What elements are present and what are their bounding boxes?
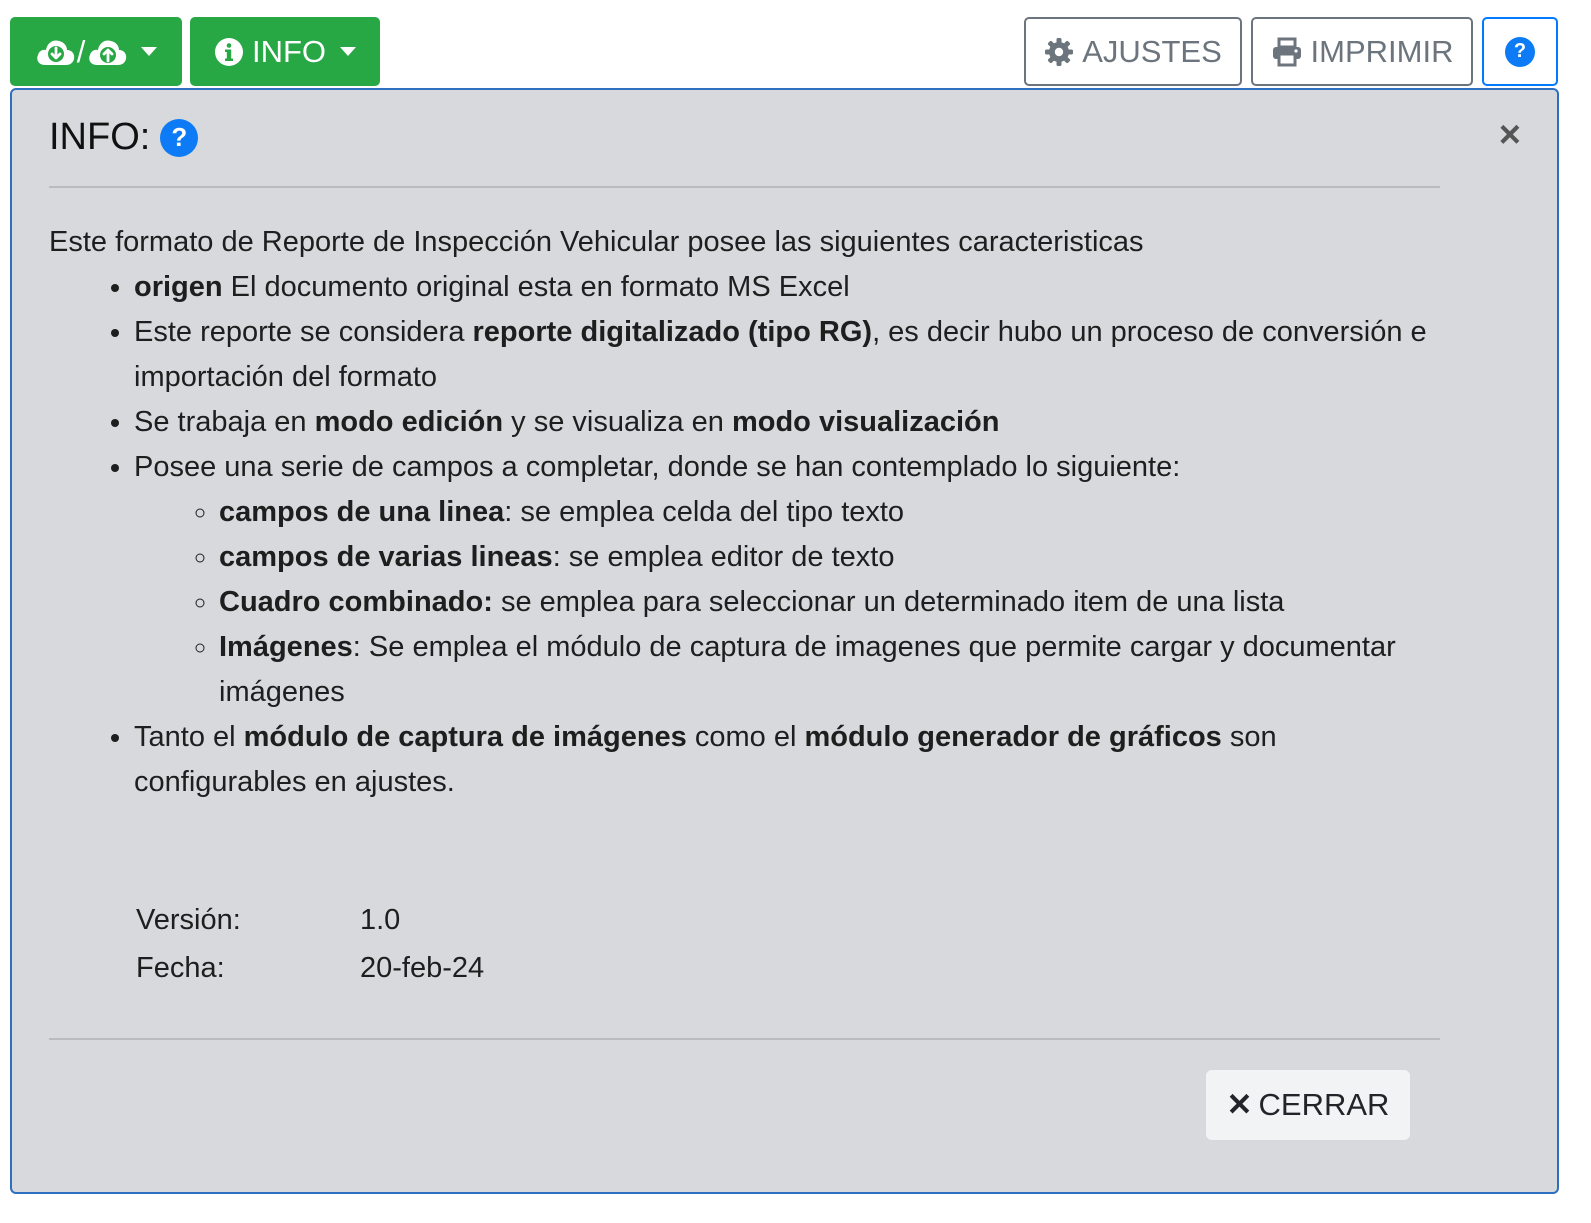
settings-button-label: AJUSTES [1082,33,1222,69]
item-text: se emplea para seleccionar un determinado item de una lista [492,586,1285,618]
bold-text: origen [134,271,223,303]
settings-button[interactable] [1024,17,1242,86]
info-modal [10,88,1559,1194]
bold-text: Imágenes [219,631,353,663]
item-text: El documento original esta en formato MS Excel [222,271,850,303]
modal-title-text: INFO: [49,116,151,158]
date-value: 20-feb-24 [360,952,485,984]
close-icon[interactable]: × [1498,114,1521,156]
info-button-label: INFO [251,33,327,69]
bold-text: modo visualización [731,406,1000,438]
list-item [134,265,1449,310]
date-label: Fecha: [136,952,225,984]
footer-divider [49,1038,1440,1040]
item-text: : Se emplea el módulo de captura de imagenes que permite cargar y documentar imágenes [219,631,1396,708]
version-value: 1.0 [360,904,401,936]
close-icon: ✕ [1226,1087,1253,1122]
version-info [136,904,484,1000]
list-item [134,445,1449,715]
question-circle-icon[interactable]: ? [160,119,198,157]
version-row [136,904,484,952]
item-text: Posee una serie de campos a completar, donde se han contemplado lo siguiente: [134,451,1181,483]
gear-icon [1044,37,1074,67]
help-button[interactable] [1482,17,1558,86]
list-item [134,310,1449,400]
download-upload-dropdown-button[interactable] [10,17,182,86]
print-button[interactable] [1251,17,1473,86]
feature-list [49,265,1449,805]
print-button-label: IMPRIMIR [1310,33,1454,69]
item-text: , es decir hubo un proceso de conversión e importación del formato [134,316,1427,393]
item-text: Se trabaja en [134,406,315,438]
modal-title [49,116,198,159]
item-text: como el [686,721,805,753]
bold-text: campos de varias lineas [219,541,553,573]
list-item [134,400,1449,445]
list-item [134,715,1449,805]
bold-text: modo edición [314,406,504,438]
printer-icon [1271,37,1303,67]
bold-text: módulo generador de gráficos [804,721,1222,753]
item-text: Este reporte se considera [134,316,473,348]
sublist-item [219,535,1449,580]
item-text: y se visualiza en [503,406,732,438]
info-dropdown-button[interactable] [190,17,380,86]
sublist-item [219,625,1449,715]
modal-body [49,220,1449,805]
close-button[interactable] [1206,1070,1410,1140]
date-row [136,952,484,1000]
chevron-down-icon [340,47,356,56]
item-text: : se emplea celda del tipo texto [504,496,905,528]
cloud-upload-icon [87,37,127,67]
cloud-download-icon [35,37,75,67]
bold-text: campos de una linea [219,496,505,528]
version-label: Versión: [136,904,241,936]
sublist-item [219,490,1449,535]
chevron-down-icon [141,47,157,56]
question-circle-icon: ? [1505,37,1535,67]
item-text: Tanto el [134,721,244,753]
bold-text: reporte digitalizado (tipo RG) [472,316,873,348]
bold-text: Cuadro combinado: [219,586,493,618]
bold-text: módulo de captura de imágenes [243,721,687,753]
item-text: son configurables en ajustes. [134,721,1277,798]
close-button-label: CERRAR [1258,1087,1390,1122]
download-upload-separator: / [76,33,86,69]
info-circle-icon [214,37,244,67]
header-divider [49,186,1440,188]
intro-text: Este formato de Reporte de Inspección Vehicular posee las siguientes caracteristicas [49,226,1144,258]
fields-sublist [134,490,1449,715]
sublist-item [219,580,1449,625]
toolbar [0,17,1591,88]
item-text: : se emplea editor de texto [552,541,895,573]
